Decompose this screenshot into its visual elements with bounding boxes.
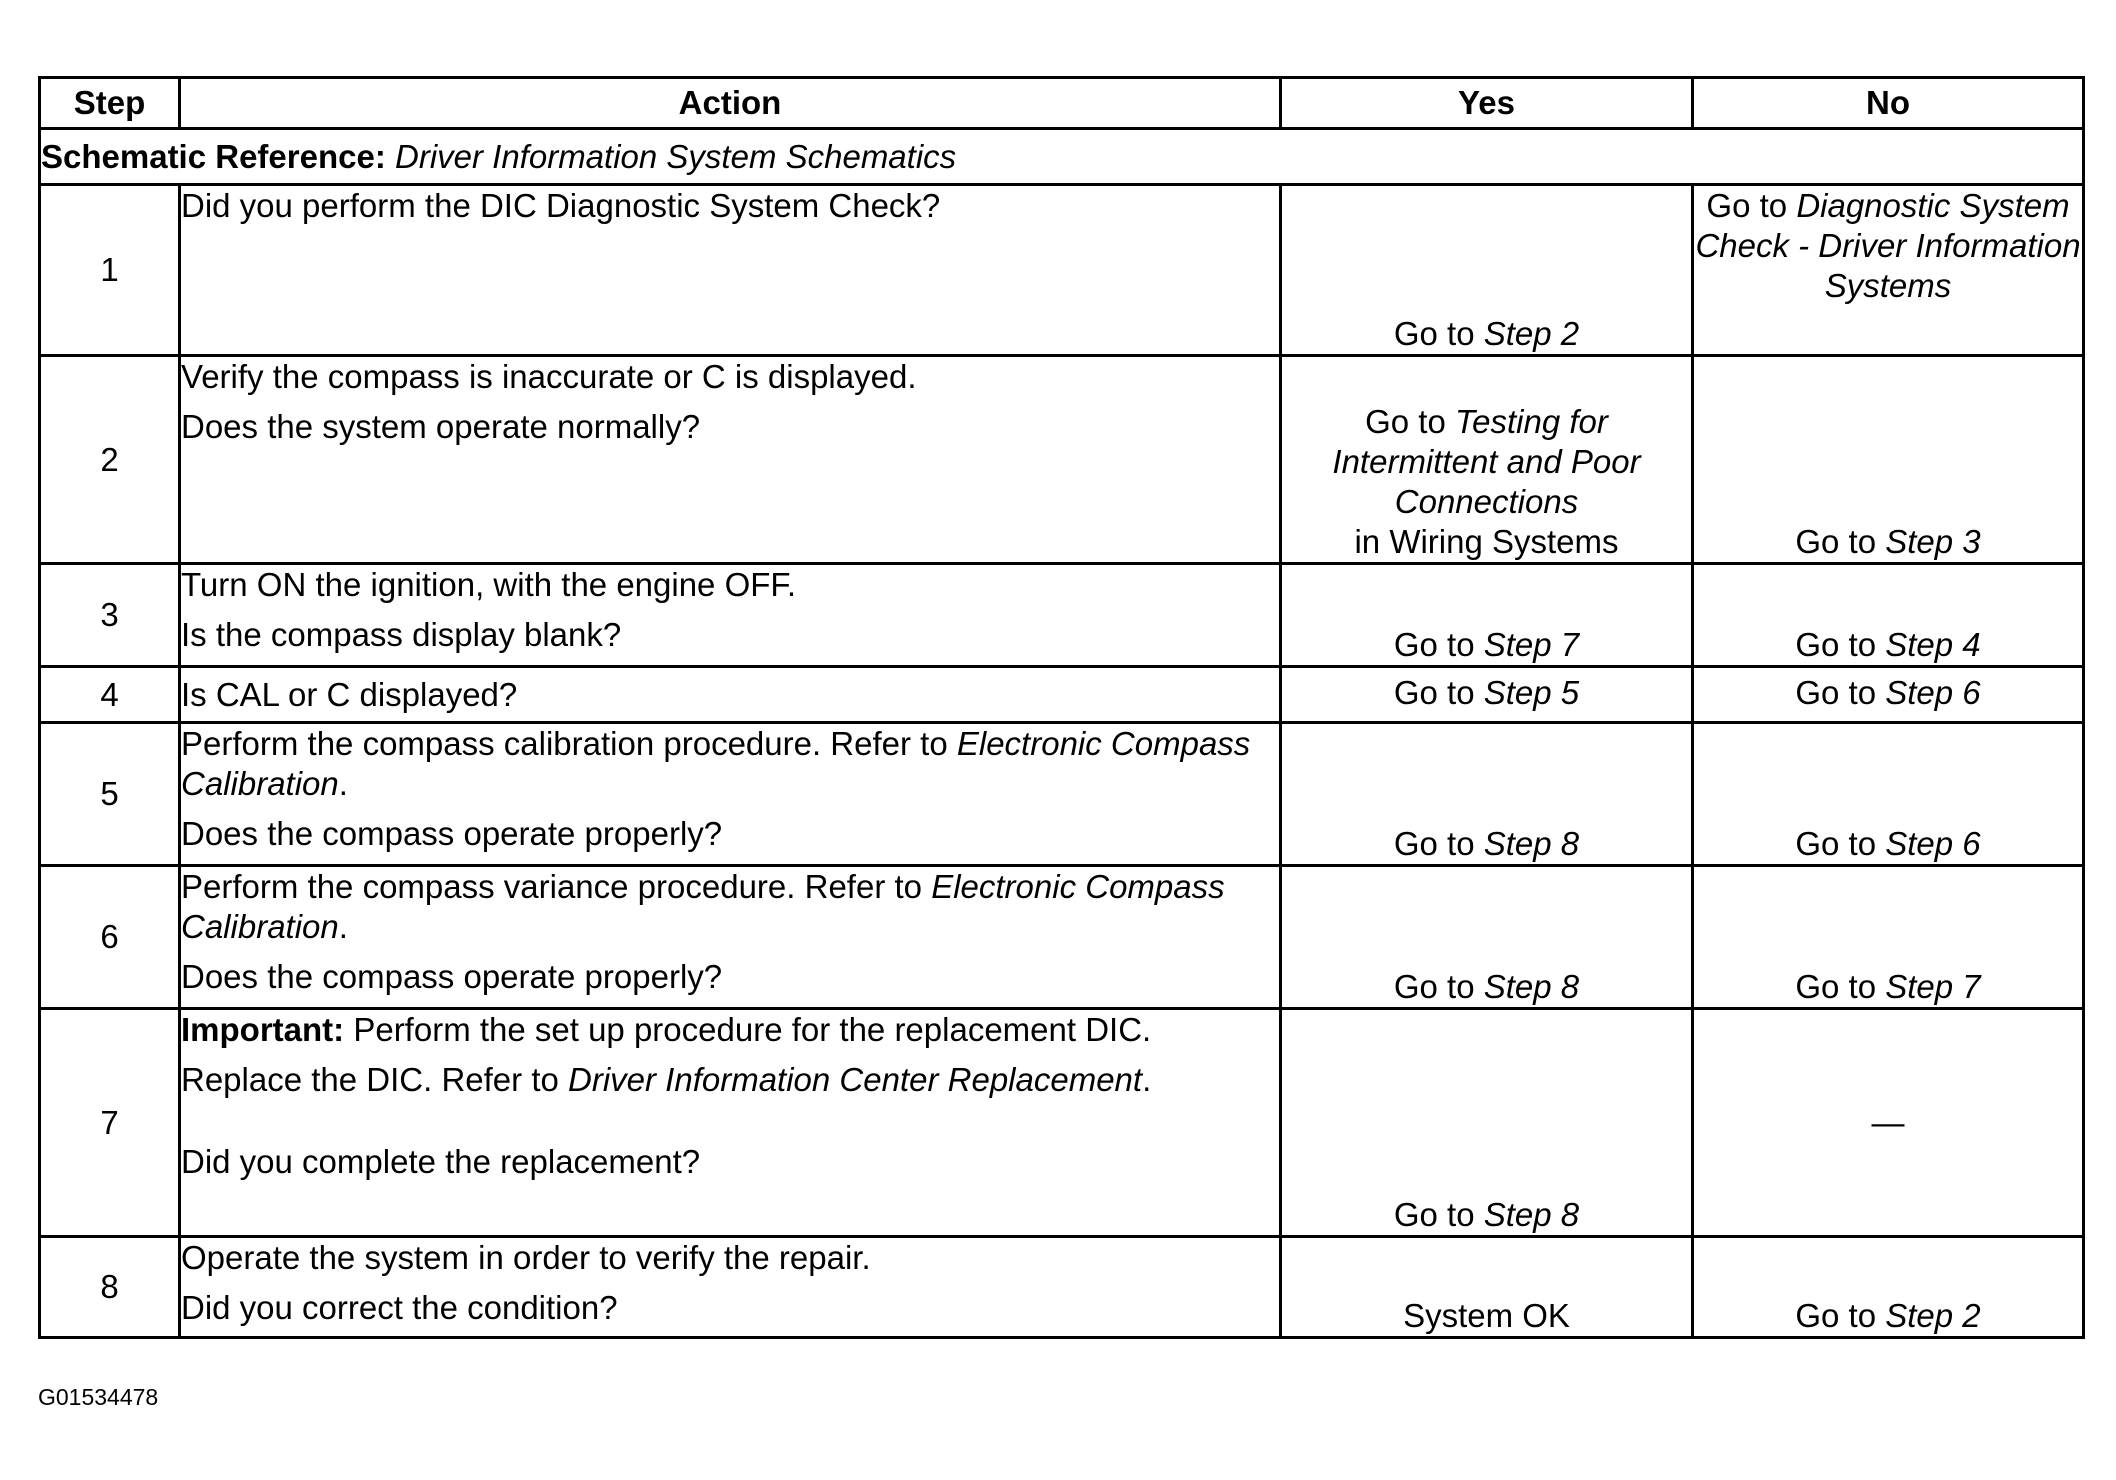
yes-link[interactable]: Step 2 bbox=[1483, 315, 1580, 352]
yes-prefix: Go to bbox=[1393, 673, 1475, 711]
no-cell bbox=[1693, 667, 2084, 723]
no-cell bbox=[1693, 866, 2084, 1009]
no-cell bbox=[1693, 185, 2084, 356]
action-text-end: . bbox=[1142, 1061, 1152, 1098]
no-link[interactable]: Step 6 bbox=[1885, 673, 1981, 711]
action-text-end: . bbox=[338, 908, 348, 945]
yes-prefix: Go to bbox=[1393, 626, 1475, 663]
header-yes: Yes bbox=[1281, 78, 1693, 129]
yes-prefix: Go to bbox=[1365, 403, 1446, 440]
action-text bbox=[181, 724, 1279, 804]
yes-cell bbox=[1281, 1009, 1693, 1237]
action-cell bbox=[180, 1009, 1281, 1237]
no-link[interactable]: Step 7 bbox=[1885, 968, 1981, 1005]
action-cell bbox=[180, 866, 1281, 1009]
action-text: Did you perform the DIC Diagnostic System Check? bbox=[181, 187, 941, 224]
step-number: 5 bbox=[40, 723, 180, 866]
action-question: Did you correct the condition? bbox=[181, 1289, 618, 1326]
schematic-reference bbox=[40, 129, 2084, 185]
action-text: Operate the system in order to verify the repair. bbox=[181, 1239, 871, 1276]
action-text-start: Perform the compass calibration procedure. Refer to bbox=[181, 725, 948, 762]
header-step: Step bbox=[40, 78, 180, 129]
action-text: Turn ON the ignition, with the engine OFF. bbox=[181, 566, 797, 603]
action-question: Does the system operate normally? bbox=[181, 408, 701, 445]
yes-link[interactable]: Step 8 bbox=[1483, 825, 1580, 862]
step-number: 4 bbox=[40, 667, 180, 723]
no-link[interactable]: Step 3 bbox=[1885, 523, 1981, 560]
action-link[interactable]: Driver Information Center Replacement bbox=[568, 1061, 1143, 1098]
table-row bbox=[40, 185, 2084, 356]
no-link[interactable]: Step 4 bbox=[1885, 626, 1981, 663]
yes-cell bbox=[1281, 185, 1693, 356]
no-cell bbox=[1693, 356, 2084, 564]
action-link[interactable]: Electronic Compass Calibration bbox=[181, 725, 1251, 802]
yes-cell bbox=[1281, 356, 1693, 564]
step-number: 2 bbox=[40, 356, 180, 564]
action-cell bbox=[180, 1237, 1281, 1338]
action-text-start: Perform the compass variance procedure. Refer to bbox=[181, 868, 923, 905]
diagnostic-table bbox=[38, 76, 2085, 1339]
step-number: 8 bbox=[40, 1237, 180, 1338]
no-prefix: Go to bbox=[1795, 825, 1877, 862]
action-text bbox=[181, 1060, 1279, 1100]
action-question: Does the compass operate properly? bbox=[181, 815, 723, 852]
no-prefix: Go to bbox=[1795, 968, 1877, 1005]
action-cell bbox=[180, 356, 1281, 564]
no-prefix: Go to bbox=[1795, 523, 1877, 560]
action-text: Verify the compass is inaccurate or C is displayed. bbox=[181, 358, 917, 395]
no-cell bbox=[1693, 723, 2084, 866]
yes-text: System OK bbox=[1403, 1297, 1570, 1334]
yes-link[interactable]: Testing for Intermittent and Poor Connections bbox=[1332, 403, 1641, 520]
schematic-reference-label: Schematic Reference: bbox=[41, 137, 386, 175]
action-question: Did you complete the replacement? bbox=[181, 1143, 701, 1180]
yes-cell bbox=[1281, 564, 1693, 667]
header-no: No bbox=[1693, 78, 2084, 129]
schematic-reference-link[interactable]: Driver Information System Schematics bbox=[395, 137, 957, 175]
yes-suffix: in Wiring Systems bbox=[1354, 523, 1619, 560]
schematic-reference-row bbox=[40, 129, 2084, 185]
table-row bbox=[40, 1237, 2084, 1338]
no-link[interactable]: Step 2 bbox=[1885, 1297, 1981, 1334]
no-prefix: Go to bbox=[1795, 673, 1877, 711]
yes-cell bbox=[1281, 866, 1693, 1009]
no-cell bbox=[1693, 564, 2084, 667]
table-row bbox=[40, 866, 2084, 1009]
action-cell bbox=[180, 667, 1281, 723]
step-number: 7 bbox=[40, 1009, 180, 1237]
no-cell bbox=[1693, 1237, 2084, 1338]
action-text-end: . bbox=[338, 765, 348, 802]
yes-link[interactable]: Step 8 bbox=[1483, 968, 1580, 1005]
yes-prefix: Go to bbox=[1393, 825, 1475, 862]
table-row bbox=[40, 723, 2084, 866]
table-row bbox=[40, 667, 2084, 723]
table-row bbox=[40, 356, 2084, 564]
no-dash: — bbox=[1871, 1103, 1905, 1141]
no-prefix: Go to bbox=[1795, 1297, 1877, 1334]
table-row bbox=[40, 564, 2084, 667]
action-question: Does the compass operate properly? bbox=[181, 958, 723, 995]
action-question: Is the compass display blank? bbox=[181, 616, 622, 653]
action-text-start: Replace the DIC. Refer to bbox=[181, 1061, 559, 1098]
action-text bbox=[181, 867, 1279, 947]
header-action: Action bbox=[180, 78, 1281, 129]
no-link[interactable]: Diagnostic System Check - Driver Information Systems bbox=[1695, 187, 2081, 304]
yes-link[interactable]: Step 8 bbox=[1483, 1196, 1580, 1233]
step-number: 3 bbox=[40, 564, 180, 667]
header-row bbox=[40, 78, 2084, 129]
yes-prefix: Go to bbox=[1393, 968, 1475, 1005]
step-number: 6 bbox=[40, 866, 180, 1009]
important-label: Important: bbox=[181, 1011, 345, 1048]
no-prefix: Go to bbox=[1795, 626, 1877, 663]
yes-cell bbox=[1281, 667, 1693, 723]
yes-prefix: Go to bbox=[1393, 315, 1475, 352]
yes-cell bbox=[1281, 1237, 1693, 1338]
no-cell bbox=[1693, 1009, 2084, 1237]
action-question: Is CAL or C displayed? bbox=[181, 675, 518, 713]
no-link[interactable]: Step 6 bbox=[1885, 825, 1981, 862]
figure-id: G01534478 bbox=[38, 1384, 159, 1410]
action-cell bbox=[180, 723, 1281, 866]
important-text: Perform the set up procedure for the replacement DIC. bbox=[353, 1011, 1152, 1048]
yes-cell bbox=[1281, 723, 1693, 866]
no-prefix: Go to bbox=[1706, 187, 1788, 224]
yes-link[interactable]: Step 7 bbox=[1483, 626, 1580, 663]
action-link[interactable]: Electronic Compass Calibration bbox=[181, 868, 1225, 945]
yes-link[interactable]: Step 5 bbox=[1483, 673, 1580, 711]
important-note bbox=[181, 1010, 1279, 1050]
step-number: 1 bbox=[40, 185, 180, 356]
table-row bbox=[40, 1009, 2084, 1237]
action-cell bbox=[180, 564, 1281, 667]
yes-prefix: Go to bbox=[1393, 1196, 1475, 1233]
action-cell bbox=[180, 185, 1281, 356]
